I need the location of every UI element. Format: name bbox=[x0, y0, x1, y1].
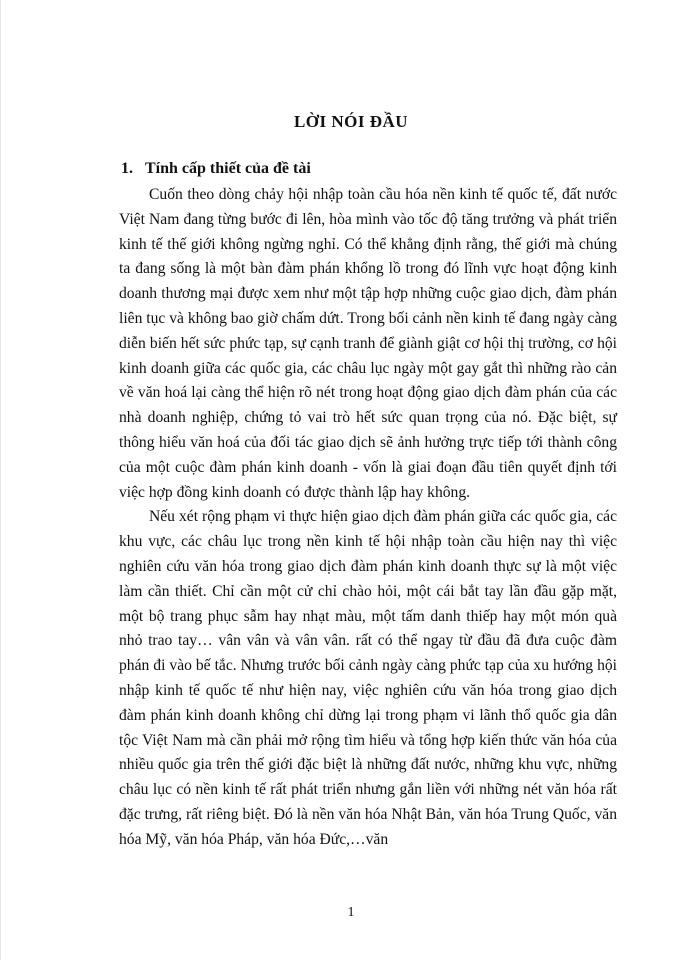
page-title: LỜI NÓI ĐẦU bbox=[293, 112, 409, 131]
paragraph-2: Nếu xét rộng phạm vi thực hiện giao dịch đàm phán giữa các quốc gia, các khu vực, các châu lục trong nền kinh tế hội nhập toàn cầu hiện nay thì việc nghiên cứu văn hóa trong giao dịch đàm phán kinh doanh thực sự là một việc làm cần thiết. Chỉ cần một cử chỉ chào hỏi, một cái bắt tay lần đầu gặp mặt, một bộ trang phục sẫm hay nhạt màu, một tấm danh thiếp hay một món quà nhỏ trao tay… vân vân và vân vân. rất có thể ngay từ đầu đã đưa cuộc đàm phán đi vào bế tắc. Nhưng trước bối cảnh ngày càng phức tạp của xu hướng hội nhập kinh tế quốc tế như hiện nay, việc nghiên cứu văn hóa trong giao dịch đàm phán kinh doanh không chỉ dừng lại trong phạm vi lãnh thổ quốc gia dân tộc Việt Nam mà cần phải mở rộng tìm hiểu và tổng hợp kiến thức văn hóa của nhiều quốc gia trên thế giới đặc biệt là những đất nước, những khu vực, những châu lục có nền kinh tế rất phát triển nhưng gắn liền với những nét văn hóa rất đặc trưng, rất riêng biệt. Đó là nền văn hóa Nhật Bản, văn hóa Trung Quốc, văn hóa Mỹ, văn hóa Pháp, văn hóa Đức,…văn bbox=[119, 508, 617, 848]
document-body bbox=[119, 183, 617, 853]
section-heading bbox=[121, 160, 311, 178]
page-number: 1 bbox=[347, 905, 355, 920]
section-number: 1. bbox=[121, 160, 133, 177]
paragraph-1: Cuốn theo dòng chảy hội nhập toàn cầu hóa nền kinh tế quốc tế, đất nước Việt Nam đang từng bước đi lên, hòa mình vào tốc độ tăng trưởng và phát triển kinh tế thế giới không ngừng nghỉ. Có thể khẳng định rằng, thế giới mà chúng ta đang sống là một bàn đàm phán khổng lồ trong đó lĩnh vực hoạt động kinh doanh thương mại được xem như một tập hợp những cuộc giao dịch, đàm phán liên tục và không bao giờ chấm dứt. Trong bối cảnh nền kinh tế đang ngày càng diễn biến hết sức phức tạp, sự cạnh tranh để giành giật cơ hội thị trường, cơ hội kinh doanh giữa các quốc gia, các châu lục ngày một gay gắt thì những rào cản về văn hoá lại càng thể hiện rõ nét trong hoạt động giao dịch đàm phán của các nhà doanh nghiệp, chứng tỏ vai trò hết sức quan trọng của nó. Đặc biệt, sự thông hiểu văn hoá của đối tác giao dịch sẽ ảnh hưởng trực tiếp tới thành công của một cuộc đàm phán kinh doanh - vốn là giai đoạn đầu tiên quyết định tới việc hợp đồng kinh doanh có được thành lập hay không. bbox=[119, 186, 617, 501]
section-heading-text: Tính cấp thiết của đề tài bbox=[145, 160, 311, 177]
